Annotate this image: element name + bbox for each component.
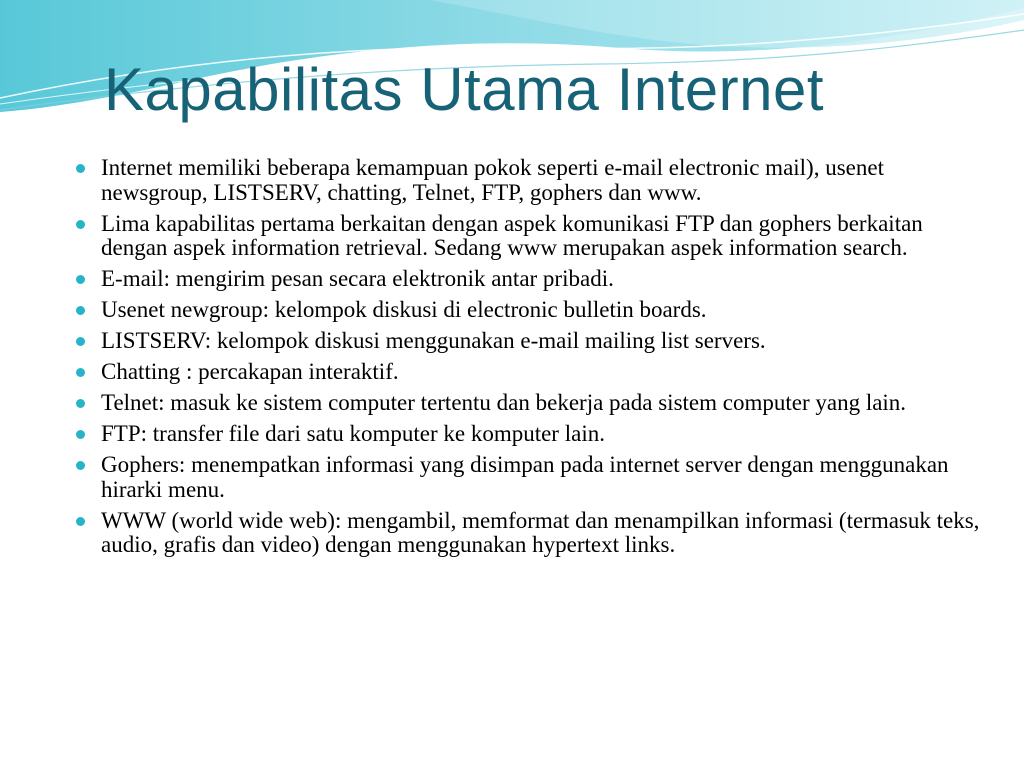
list-item xyxy=(101,509,991,558)
list-item xyxy=(101,329,991,354)
list-item xyxy=(101,267,991,292)
bullet-list xyxy=(101,156,991,564)
bullet-dot-icon xyxy=(76,220,85,229)
list-item xyxy=(101,422,991,447)
list-item-text: WWW (world wide web): mengambil, memformat dan menampilkan informasi (termasuk teks, audio, grafis dan video) dengan menggunakan hypertext links. xyxy=(101,507,980,557)
list-item-text: E-mail: mengirim pesan secara elektronik antar pribadi. xyxy=(101,266,614,291)
list-item xyxy=(101,360,991,385)
bullet-dot-icon xyxy=(76,517,85,526)
list-item xyxy=(101,298,991,323)
bullet-dot-icon xyxy=(76,164,85,173)
bullet-dot-icon xyxy=(76,275,85,284)
list-item xyxy=(101,212,991,261)
list-item-text: Telnet: masuk ke sistem computer tertentu dan bekerja pada sistem computer yang lain. xyxy=(101,390,907,415)
list-item-text: FTP: transfer file dari satu komputer ke komputer lain. xyxy=(101,421,605,446)
slide-title: Kapabilitas Utama Internet xyxy=(104,56,825,123)
bullet-dot-icon xyxy=(76,399,85,408)
bullet-dot-icon xyxy=(76,461,85,470)
list-item-text: Usenet newgroup: kelompok diskusi di electronic bulletin boards. xyxy=(101,297,707,322)
list-item-text: Gophers: menempatkan informasi yang disimpan pada internet server dengan menggunakan hirarki menu. xyxy=(101,452,949,502)
list-item xyxy=(101,453,991,502)
list-item xyxy=(101,391,991,416)
list-item xyxy=(101,156,991,205)
list-item-text: LISTSERV: kelompok diskusi menggunakan e-mail mailing list servers. xyxy=(101,328,766,353)
bullet-dot-icon xyxy=(76,368,85,377)
list-item-text: Chatting : percakapan interaktif. xyxy=(101,359,399,384)
list-item-text: Lima kapabilitas pertama berkaitan dengan aspek komunikasi FTP dan gophers berkaitan dengan aspek information retrieval. Sedang www merupakan aspek information search. xyxy=(101,210,923,260)
list-item-text: Internet memiliki beberapa kemampuan pokok seperti e-mail electronic mail), usenet newsgroup, LISTSERV, chatting, Telnet, FTP, gophers dan www. xyxy=(101,155,884,205)
bullet-dot-icon xyxy=(76,430,85,439)
bullet-dot-icon xyxy=(76,337,85,346)
bullet-dot-icon xyxy=(76,306,85,315)
